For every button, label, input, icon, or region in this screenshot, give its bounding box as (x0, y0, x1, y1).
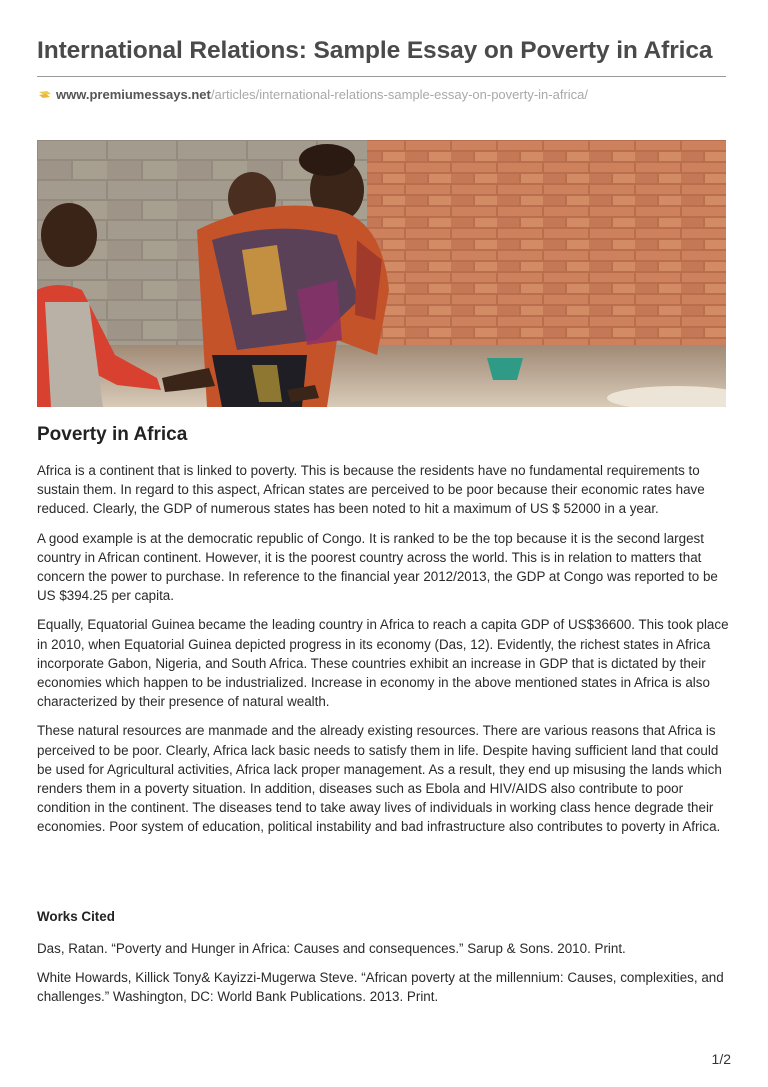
source-url[interactable] (38, 87, 588, 102)
paragraph: These natural resources are manmade and the already existing resources. There are various reasons that Africa is perceived to be poor. Clearly, Africa lack basic needs to satisfy them in life. Despite having sufficient land that could be used for Agricultural activities, Africa lack proper management. As a result, they end up misusing the lands which renders them in a poverty situation. In addition, diseases such as Ebola and HIV/AIDS also contribute to poor condition in the continent. The diseases tend to take away lives of individuals in working class hence degrade their economies. Poor system of education, political instability and bad infrastructure also contributes to poverty in Africa. (37, 723, 722, 835)
citation-entry: Das, Ratan. “Poverty and Hunger in Africa: Causes and consequences.” Sarup & Sons. 2010. Print. (37, 941, 626, 956)
article-photo (37, 140, 726, 407)
source-path[interactable]: /articles/international-relations-sample-essay-on-poverty-in-africa/ (210, 87, 589, 102)
source-host[interactable]: www.premiumessays.net (56, 87, 211, 102)
paragraph: Equally, Equatorial Guinea became the leading country in Africa to reach a capita GDP of US$36600. This took place in 2010, when Equatorial Guinea depicted progress in its economy (Das, 12). Evidently, the richest states in Africa incorporate Gabon, Nigeria, and South Africa. These countries exhibit an increase in GDP that is dictated by their economies which happen to be industrialized. Increase in economy in the above mentioned states in Africa is also characterized by their presence of natural wealth. (37, 617, 729, 710)
section-heading: Poverty in Africa (37, 424, 188, 445)
works-cited-list (37, 939, 731, 1017)
paragraph: A good example is at the democratic republic of Congo. It is ranked to be the top because it is the second largest country in African continent. However, it is the poorest country across the world. This is in relation to matters that concern the power to purchase. In reference to the financial year 2012/2013, the GDP at Congo was reported to be US $394.25 per capita. (37, 530, 718, 604)
page-number: 1/2 (711, 1051, 731, 1067)
paragraph: Africa is a continent that is linked to poverty. This is because the residents have no fundamental requirements to sustain them. In regard to this aspect, African states are perceived to be poor because their economic rates have reduced. Clearly, the GDP of numerous states has been noted to hit a maximum of US $ 52000 in a year. (37, 463, 705, 517)
bookmark-icon (38, 88, 52, 98)
article-body (37, 461, 731, 847)
citation-entry: White Howards, Killick Tony& Kayizzi-Mugerwa Steve. “African poverty at the millennium: Causes, complexities, and challenges.” Washington, DC: World Bank Publications. 2013. Print. (37, 970, 724, 1005)
works-cited-heading: Works Cited (37, 909, 115, 924)
document-title: International Relations: Sample Essay on Poverty in Africa (37, 37, 713, 64)
title-divider (37, 76, 726, 77)
photo-children-icon (37, 140, 726, 407)
